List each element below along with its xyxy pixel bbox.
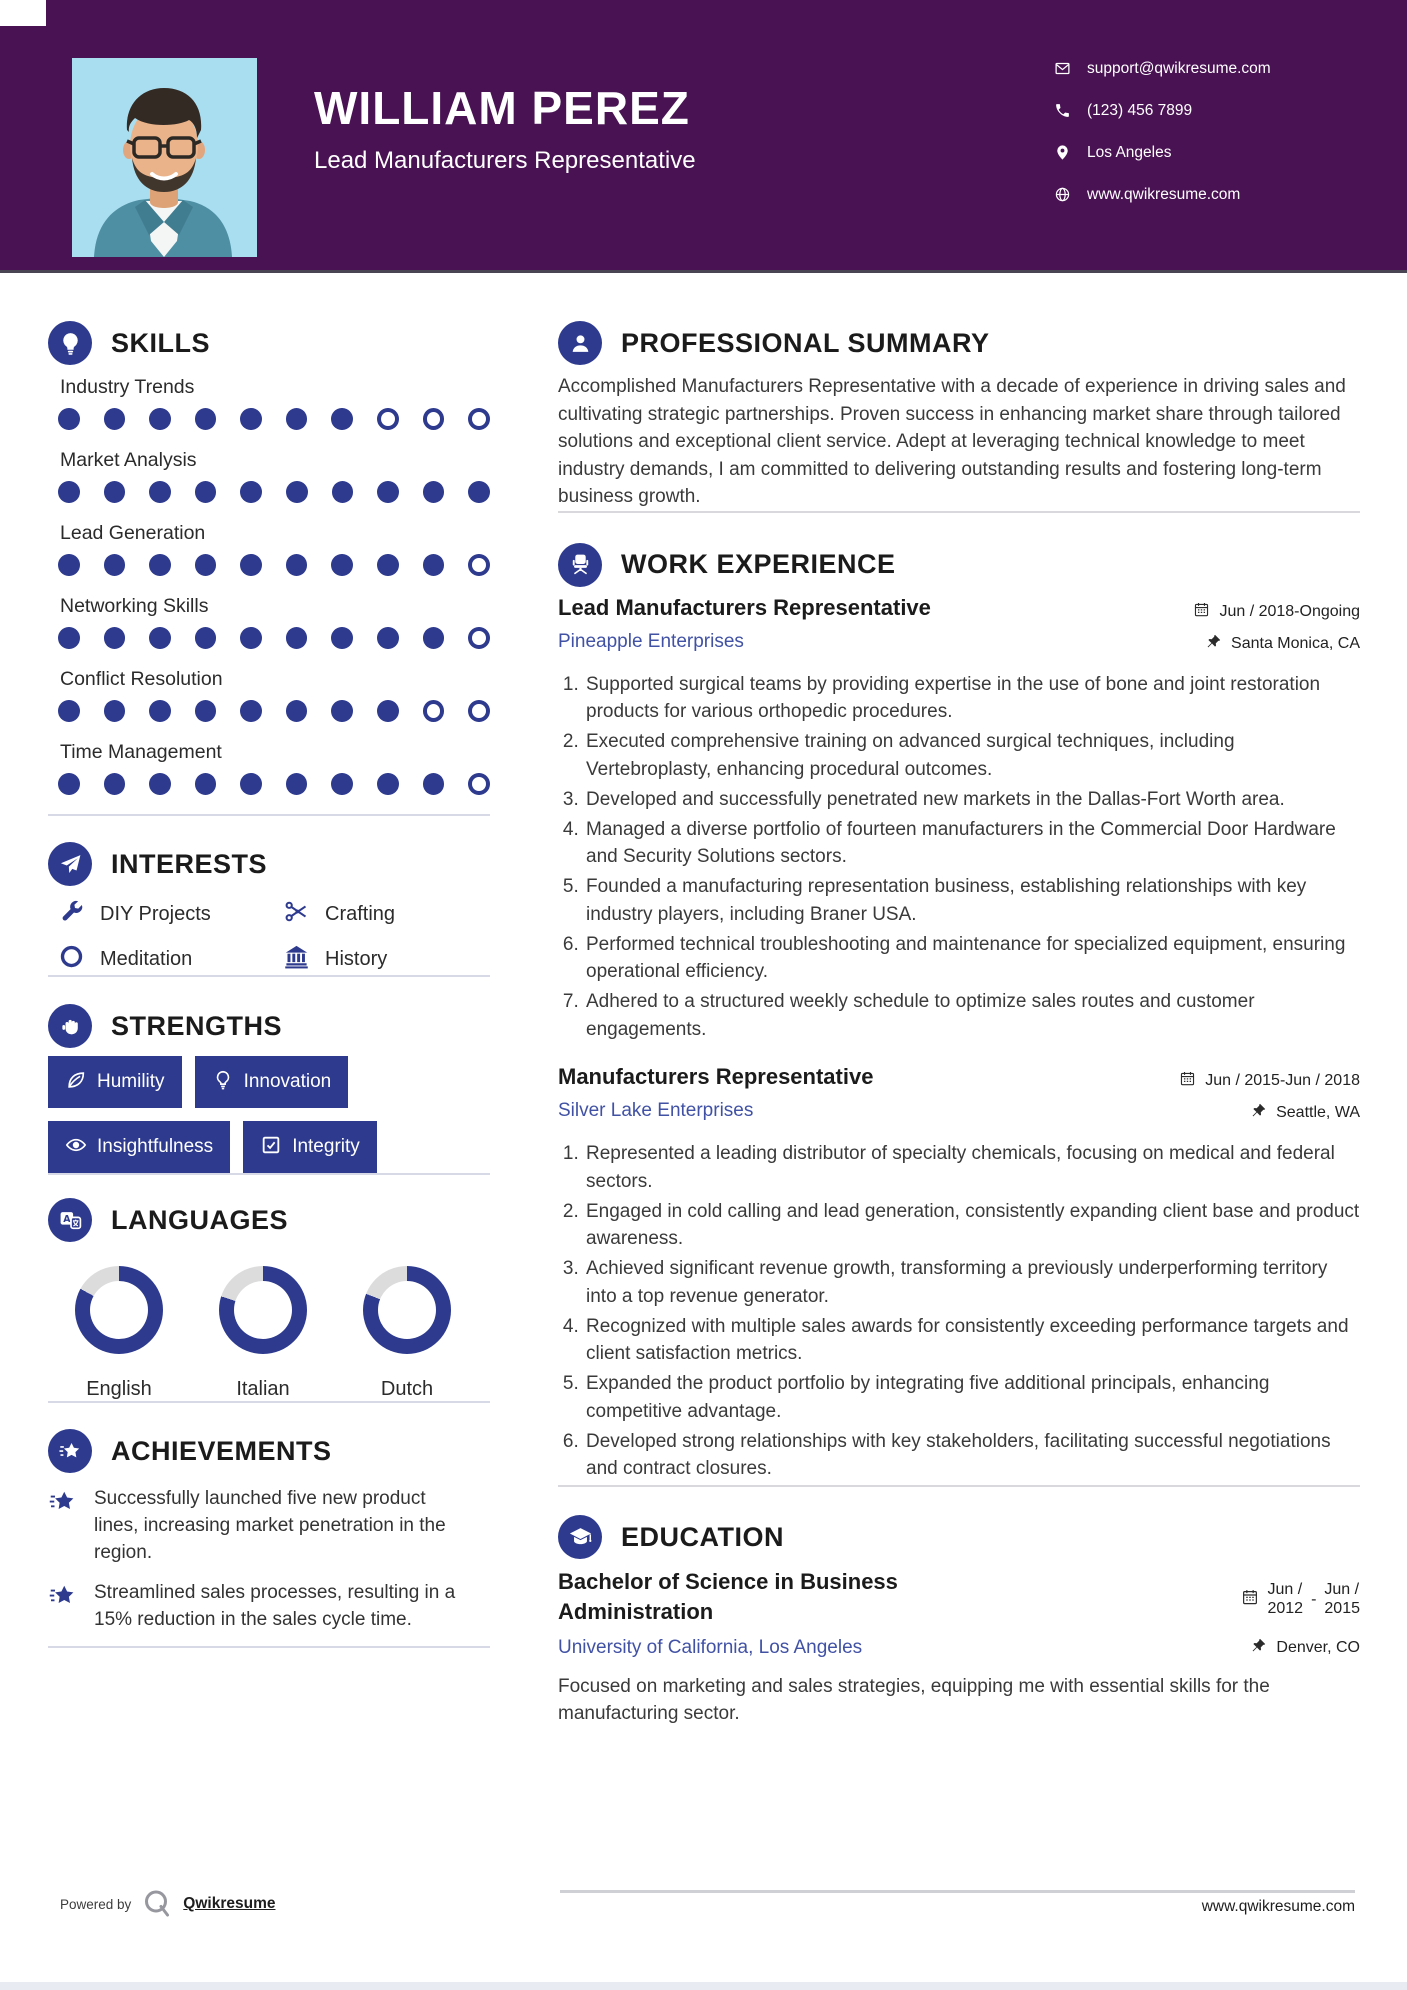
location-text: Denver, CO [1276,1639,1360,1656]
date-from: Jun / [1267,1581,1303,1598]
divider [558,1485,1360,1487]
job-location [1205,634,1360,654]
skills-header [48,321,490,365]
rating-dot-filled [195,627,217,649]
rating-dot-filled [423,773,445,795]
skill-label: Market Analysis [60,449,197,471]
rating-dot-filled [331,408,353,430]
job-entry [558,594,1360,1044]
sidebar [48,276,490,1648]
pushpin-icon [1205,633,1222,655]
divider [48,1173,490,1175]
pushpin-icon [1250,1637,1267,1659]
achievement-text: Streamlined sales processes, resulting in a 15% reduction in the sales cycle time. [94,1582,456,1630]
rating-dot-filled [377,773,399,795]
skill-item [48,522,490,576]
languages-header [48,1198,490,1242]
job-duty-list [558,671,1360,1044]
skill-item [48,595,490,649]
rating-dot-filled [377,627,399,649]
bottom-strip [0,1982,1407,1990]
rating-dot-empty [423,408,445,430]
skill-item [48,376,490,430]
rating-dot-filled [104,554,126,576]
work-header [558,543,1360,587]
rating-dot-filled [104,627,126,649]
rating-dot-filled [195,773,217,795]
jobs-list [558,594,1360,1483]
email-icon [1054,60,1072,78]
footer-divider [560,1890,1355,1893]
education-section [558,1515,1360,1727]
rating-dot-filled [240,481,262,503]
skill-item [48,668,490,722]
strength-label: Humility [97,1071,165,1092]
divider [48,1401,490,1403]
job-meta [1179,1063,1360,1123]
work-section [558,543,1360,1483]
contact-text: (123) 456 7899 [1087,101,1193,119]
strength-badge [195,1056,349,1108]
education-dates [1241,1567,1360,1627]
rating-dot-filled [149,700,171,722]
job-location-text: Seattle, WA [1276,1104,1360,1121]
calendar-icon [1193,601,1210,623]
phone-icon [1054,102,1072,120]
interests-section [48,842,490,975]
language-item [342,1266,472,1401]
skill-label: Networking Skills [60,595,209,617]
rating-dot-filled [468,481,490,503]
interest-label: Meditation [100,947,193,970]
contact-text: support@qwikresume.com [1087,59,1271,77]
rating-dot-filled [286,554,308,576]
interests-header [48,842,490,886]
rating-dot-filled [58,554,80,576]
section-title: WORK EXPERIENCE [621,549,896,579]
language-label: Italian [236,1378,290,1400]
job-header-left [558,1063,873,1123]
strength-badge [48,1056,182,1108]
powered-by-label: Powered by [60,1896,132,1912]
section-title: LANGUAGES [111,1204,289,1235]
contact-list [1054,56,1271,207]
job-title: Lead Manufacturers Representative [558,594,931,620]
contact-item[interactable] [1054,98,1271,123]
interest-item [48,898,273,930]
rating-dot-filled [104,773,126,795]
rating-dot-filled [58,408,80,430]
interests-list [48,898,490,975]
rating-dot-filled [286,773,308,795]
rating-dot-filled [149,627,171,649]
divider [48,814,490,816]
summary-text: Accomplished Manufacturers Representative with a decade of experience in driving sales and cultivating strategic partnerships. Proven success in enhancing market share through tailored solutions and exceptional client service. Adept at leveraging technical knowledge to meet industry demands, I am committed to delivering outstanding results and fostering long-term business growth. [558,376,1346,507]
language-donut-chart [219,1266,307,1354]
languages-list [48,1266,490,1401]
rating-dot-filled [149,554,171,576]
rating-dot-empty [468,408,490,430]
skill-label: Lead Generation [60,522,206,544]
translate-icon [48,1198,92,1242]
location-icon [1054,144,1072,162]
rating-dot-filled [377,554,399,576]
footer-website-link[interactable]: www.qwikresume.com [1201,1898,1355,1915]
summary-section [558,321,1360,511]
rating-dot-filled [240,773,262,795]
skill-rating [48,554,490,576]
bulb-small-icon [212,1069,234,1096]
job-dates-text: Jun / 2015-Jun / 2018 [1205,1072,1360,1089]
section-title: EDUCATION [621,1521,784,1552]
rating-dot-empty [468,627,490,649]
fist-icon [48,1004,92,1048]
rating-dot-filled [423,481,445,503]
gradcap-icon [558,1515,602,1559]
rating-dot-filled [331,773,353,795]
date-to: Jun / [1324,1581,1360,1598]
interest-label: Crafting [325,902,396,925]
strength-label: Innovation [243,1071,332,1092]
rating-dot-filled [149,481,171,503]
job-dates [1179,1071,1360,1091]
rating-dot-filled [104,408,126,430]
divider [48,1646,490,1648]
section-title: ACHIEVEMENTS [111,1435,332,1466]
contact-item[interactable] [1054,56,1271,81]
bulb-icon [48,321,92,365]
strength-badge [48,1121,230,1173]
skill-item [48,449,490,503]
pushpin-icon [1250,1102,1267,1124]
rating-dot-filled [104,481,126,503]
wrench-icon [58,898,85,930]
svg-text:A: A [62,1213,70,1225]
job-location [1250,1103,1360,1123]
shooting-star-icon [48,1485,78,1566]
rating-dot-filled [331,554,353,576]
job-duty-item: 5. Expanded the product portfolio by integrating five additional principals, enhancing competitive advantage. [584,1370,1360,1425]
museum-icon [283,943,310,975]
rating-dot-filled [332,481,354,503]
contact-text: Los Angeles [1087,143,1172,161]
profile-photo [72,58,257,257]
interest-label: History [325,947,388,970]
language-item [54,1266,184,1401]
rating-dot-filled [240,554,262,576]
job-duty-item: 3. Developed and successfully penetrated new markets in the Dallas-Fort Worth area. [584,786,1360,814]
rating-dot-filled [286,481,308,503]
skill-label: Conflict Resolution [60,668,223,690]
skill-label: Industry Trends [60,376,195,398]
strengths-badges [48,1056,478,1173]
skill-item [48,741,490,795]
skill-rating [48,700,490,722]
languages-section [48,1198,490,1401]
job-duty-item: 2. Executed comprehensive training on advanced surgical techniques, including Vertebroplasty, enhancing procedural outcomes. [584,728,1360,783]
strength-label: Insightfulness [97,1136,214,1157]
job-duty-item: 4. Managed a diverse portfolio of fourteen manufacturers in the Commercial Door Hardware and Security Solutions sectors. [584,816,1360,871]
rating-dot-empty [468,700,490,722]
rating-dot-filled [58,773,80,795]
main-column [558,276,1360,1727]
rating-dot-filled [286,408,308,430]
job-duty-list [558,1140,1360,1483]
job-title: Manufacturers Representative [558,1064,874,1089]
skill-rating [48,481,490,503]
rating-dot-filled [423,554,445,576]
rating-dot-filled [195,481,217,503]
job-location-text: Santa Monica, CA [1231,634,1360,652]
interest-item [48,943,273,975]
qwikresume-link[interactable]: Qwikresume [183,1895,276,1912]
calendar-icon [1179,1070,1196,1092]
ring-icon [58,943,85,975]
date-to-year: 2015 [1324,1600,1360,1617]
rating-dot-filled [240,627,262,649]
qwikresume-logo-icon [141,1888,173,1920]
date-separator: - [1311,1590,1317,1608]
interest-item [273,898,490,930]
rating-dot-filled [58,627,80,649]
rating-dot-filled [149,773,171,795]
globe-icon [1054,186,1072,204]
strengths-header [48,1004,490,1048]
contact-text: www.qwikresume.com [1087,185,1241,203]
job-meta [1193,594,1360,654]
education-description: Focused on marketing and sales strategies, equipping me with essential skills for the manufacturing sector. [558,1676,1270,1724]
job-duty-item: 3. Achieved significant revenue growth, transforming a previously underperforming territory into a top revenue generator. [584,1255,1360,1310]
section-title: PROFESSIONAL SUMMARY [621,327,990,358]
footer-brand [60,1888,275,1920]
strength-label: Integrity [292,1136,360,1157]
achievements-list [48,1485,490,1633]
interest-label: DIY Projects [100,902,211,925]
skill-rating [48,627,490,649]
rating-dot-filled [58,481,80,503]
education-location [1250,1638,1360,1658]
skill-label: Time Management [60,741,222,763]
achievement-item [48,1579,490,1633]
calendar-icon [1241,1588,1259,1611]
chair-icon [558,543,602,587]
degree-title: Bachelor of Science in Business Administration [558,1569,898,1624]
job-duty-item: 7. Adhered to a structured weekly schedule to optimize sales routes and customer engagements. [584,988,1360,1043]
job-entry [558,1063,1360,1483]
job-duty-item: 6. Developed strong relationships with key stakeholders, facilitating successful negotiations and contract closures. [584,1428,1360,1483]
eye-icon [65,1134,87,1161]
interest-item [273,943,490,975]
rating-dot-filled [240,700,262,722]
rating-dot-filled [377,481,399,503]
company-link[interactable]: Silver Lake Enterprises [558,1100,754,1121]
contact-item[interactable] [1054,140,1271,165]
section-title: SKILLS [111,327,211,358]
person-job-title: Lead Manufacturers Representative [314,147,696,175]
person-name: WILLIAM PEREZ [314,82,690,134]
rating-dot-filled [149,408,171,430]
company-link[interactable]: Pineapple Enterprises [558,630,744,652]
rating-dot-filled [377,700,399,722]
language-donut-chart [75,1266,163,1354]
corner-notch [0,0,46,26]
rating-dot-filled [195,554,217,576]
rating-dot-filled [240,408,262,430]
strength-badge [243,1121,377,1173]
achievements-section [48,1429,490,1633]
skill-rating [48,773,490,795]
shooting-star-icon [48,1579,78,1633]
header [0,0,1407,273]
divider [48,975,490,977]
job-header-left [558,594,931,654]
skills-list [48,376,490,795]
rating-dot-empty [377,408,399,430]
section-title: STRENGTHS [111,1010,283,1041]
leaf-icon [65,1069,87,1096]
contact-item[interactable] [1054,182,1271,207]
scissors-icon [283,898,310,930]
date-from-year: 2012 [1267,1600,1304,1617]
job-duty-item: 4. Recognized with multiple sales awards for consistently exceeding performance targets and client satisfaction metrics. [584,1313,1360,1368]
rating-dot-filled [331,700,353,722]
person-icon [558,321,602,365]
job-header [558,1063,1360,1123]
achievement-item [48,1485,490,1566]
rating-dot-filled [195,700,217,722]
achievement-text: Successfully launched five new product lines, increasing market penetration in the region. [94,1488,446,1563]
language-label: English [86,1378,152,1400]
rating-dot-filled [423,627,445,649]
job-duty-item: 1. Represented a leading distributor of specialty chemicals, focusing on medical and federal sectors. [584,1140,1360,1195]
avatar [72,58,257,257]
job-dates-text: Jun / 2018-Ongoing [1219,602,1360,620]
job-header [558,594,1360,654]
achievements-header [48,1429,490,1473]
school-link[interactable]: University of California, Los Angeles [558,1637,863,1658]
skill-rating [48,408,490,430]
rating-dot-filled [195,408,217,430]
job-duty-item: 2. Engaged in cold calling and lead generation, consistently expanding client base and product awareness. [584,1198,1360,1253]
skills-section [48,321,490,795]
divider [558,511,1360,513]
paperplane-icon [48,842,92,886]
rating-dot-filled [58,700,80,722]
checksquare-icon [260,1134,282,1161]
language-label: Dutch [380,1378,434,1400]
rating-dot-filled [104,700,126,722]
summary-header [558,321,1360,365]
job-dates [1193,602,1360,622]
job-duty-item: 1. Supported surgical teams by providing expertise in the use of bone and joint restoration products for various orthopedic procedures. [584,671,1360,726]
rating-dot-filled [331,627,353,649]
education-header [558,1515,1360,1559]
strengths-section [48,1004,490,1173]
job-duty-item: 5. Founded a manufacturing representation business, establishing relationships with key industry players, including Braner USA. [584,873,1360,928]
rating-dot-empty [423,700,445,722]
rating-dot-empty [468,773,490,795]
language-donut-chart [363,1266,451,1354]
job-duty-item: 6. Performed technical troubleshooting and maintenance for specialized equipment, ensuring operational efficiency. [584,931,1360,986]
rating-dot-empty [468,554,490,576]
language-item [198,1266,328,1401]
rating-dot-filled [286,700,308,722]
section-title: INTERESTS [111,848,268,879]
star-circle-icon [48,1429,92,1473]
rating-dot-filled [286,627,308,649]
